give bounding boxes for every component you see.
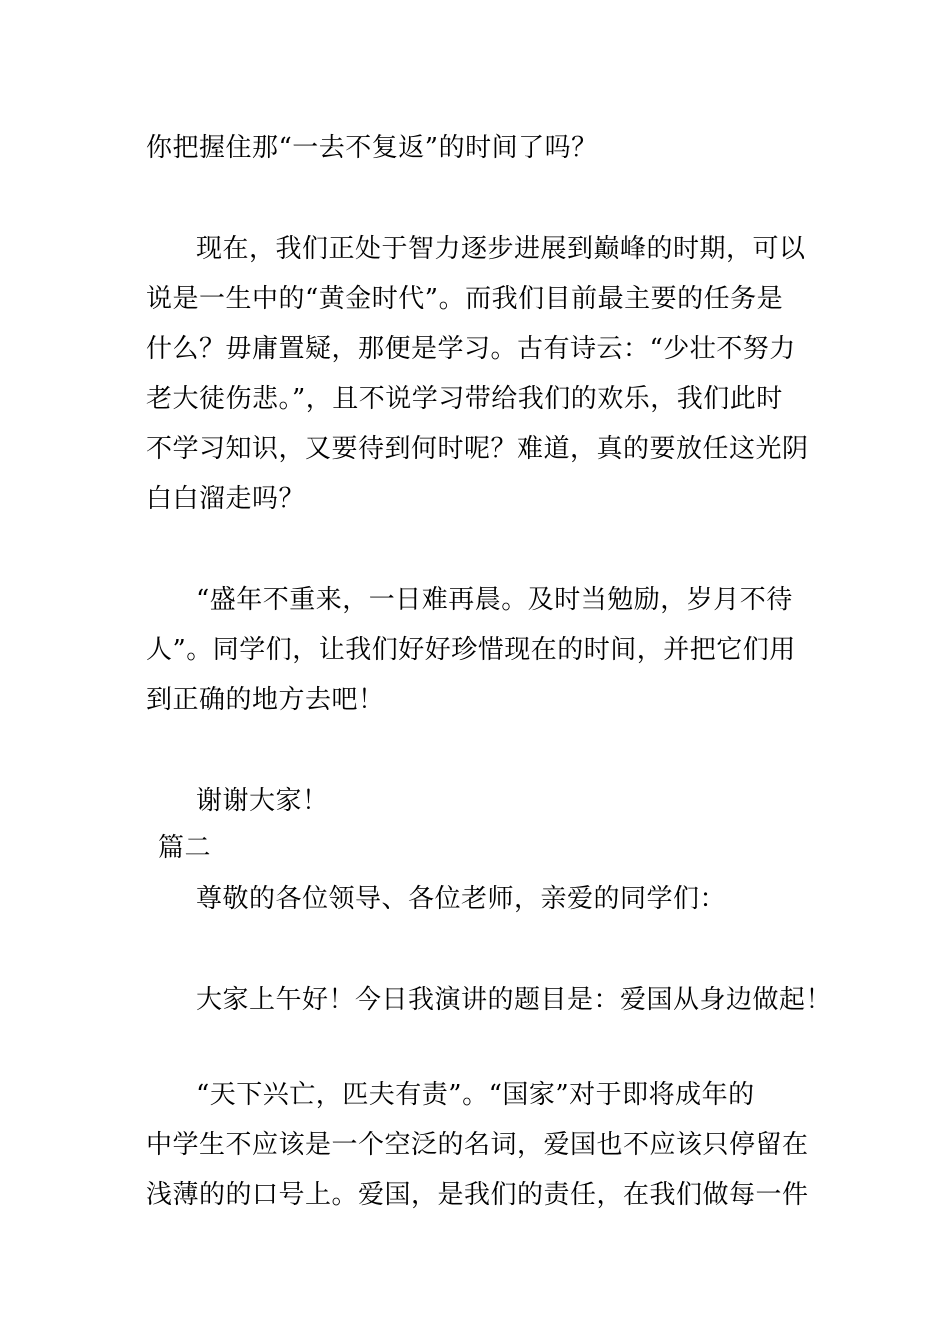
paragraph-line: 谢谢大家！ bbox=[196, 786, 329, 816]
paragraph-line: 你把握住那“一去不复返”的时间了吗？ bbox=[146, 133, 598, 163]
paragraph-line: 浅薄的的口号上。爱国，是我们的责任，在我们做每一件 bbox=[146, 1180, 809, 1210]
paragraph-line: “盛年不重来，一日难再晨。及时当勉励，岁月不待 bbox=[196, 585, 793, 615]
paragraph-line: 白白溜走吗？ bbox=[146, 484, 306, 514]
paragraph-line: 不学习知识，又要待到何时呢？难道，真的要放任这光阴 bbox=[146, 434, 809, 464]
paragraph-line: 尊敬的各位领导、各位老师，亲爱的同学们： bbox=[196, 884, 727, 914]
paragraph-line: 说是一生中的“黄金时代”。而我们目前最主要的任务是 bbox=[146, 284, 784, 314]
paragraph-line: 人”。同学们，让我们好好珍惜现在的时间，并把它们用 bbox=[146, 635, 796, 665]
paragraph-line: 老大徒伤悲。”，且不说学习带给我们的欢乐，我们此时 bbox=[146, 384, 783, 414]
paragraph-line: 什么？毋庸置疑，那便是学习。古有诗云：“少壮不努力 bbox=[146, 334, 796, 364]
paragraph-line: “天下兴亡，匹夫有责”。“国家”对于即将成年的 bbox=[196, 1080, 755, 1110]
section-heading: 篇二 bbox=[158, 833, 212, 863]
paragraph-line: 大家上午好！今日我演讲的题目是：爱国从身边做起！ bbox=[196, 985, 833, 1015]
paragraph-line: 现在，我们正处于智力逐步进展到巅峰的时期，可以 bbox=[196, 234, 806, 264]
paragraph-line: 到正确的地方去吧！ bbox=[146, 685, 385, 715]
paragraph-line: 中学生不应该是一个空泛的名词，爱国也不应该只停留在 bbox=[146, 1130, 809, 1160]
